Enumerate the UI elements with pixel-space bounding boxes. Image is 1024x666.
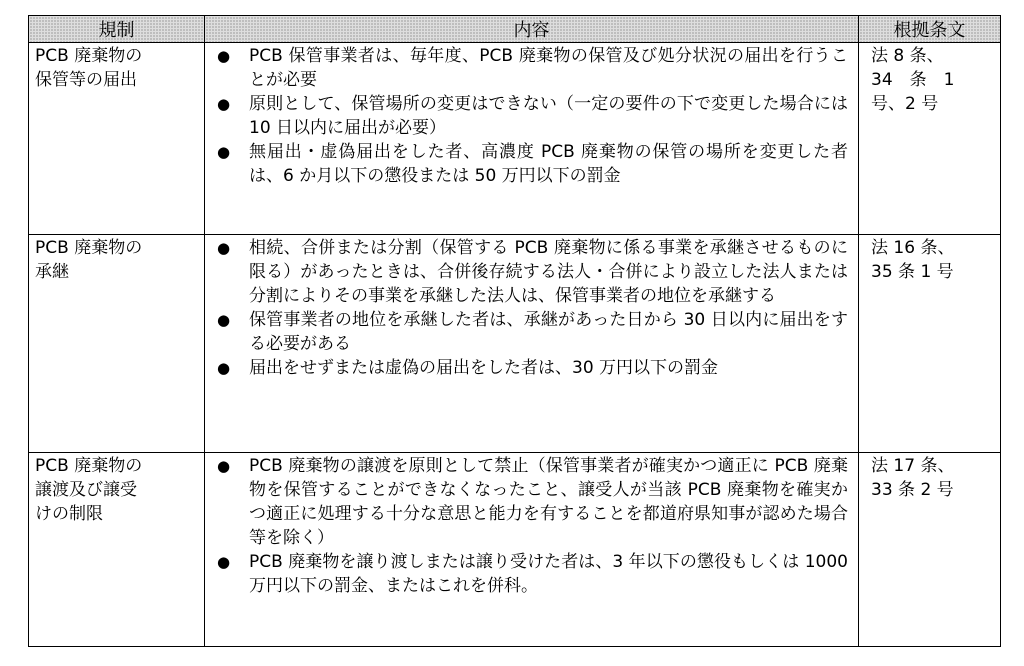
bullet-icon: ●	[217, 457, 231, 475]
rule-cell	[29, 43, 205, 235]
bullet-list	[205, 454, 848, 598]
bullet-text: 相続、合併または分割（保管する PCB 廃棄物に係る事業を承継させるものに限る）があったときは、合併後存続する法人・合併により設立した法人または分割によりその事業を承継した法人は、保管事業者の地位を承継する	[249, 238, 848, 306]
rule-label: PCB 廃棄物の 保管等の届出	[35, 46, 143, 90]
bullet-text: 原則として、保管場所の変更はできない（一定の要件の下で変更した場合には 10 日以内に届出が必要）	[249, 94, 848, 138]
bullet-list	[205, 236, 848, 380]
header-basis: 根拠条文	[859, 16, 1001, 43]
rule-label: PCB 廃棄物の 譲渡及び譲受 けの制限	[35, 456, 143, 524]
content-cell	[205, 453, 859, 647]
bullet-list	[205, 44, 848, 188]
table-row	[29, 235, 1001, 453]
list-item	[205, 356, 848, 380]
header-row	[29, 16, 1001, 43]
basis-cell	[859, 235, 1001, 453]
regulation-table-wrapper	[28, 15, 1000, 647]
bullet-icon: ●	[217, 239, 231, 257]
list-item	[205, 454, 848, 550]
regulation-table	[28, 15, 1001, 647]
rule-label: PCB 廃棄物の 承継	[35, 238, 143, 282]
content-cell	[205, 43, 859, 235]
rule-cell	[29, 235, 205, 453]
list-item	[205, 44, 848, 92]
bullet-text: 届出をせずまたは虚偽の届出をした者は、30 万円以下の罰金	[249, 358, 719, 378]
basis-cell	[859, 43, 1001, 235]
table-row	[29, 453, 1001, 647]
bullet-text: PCB 廃棄物の譲渡を原則として禁止（保管事業者が確実かつ適正に PCB 廃棄物を保管することができなくなったこと、譲受人が当該 PCB 廃棄物を確実かつ適正に処理する十分な意思と能力を有することを都道府県知事が認めた場合等を除く）	[249, 456, 848, 548]
basis-text: 法 16 条、 35 条 1 号	[871, 238, 955, 282]
bullet-icon: ●	[217, 143, 231, 161]
basis-text: 法 8 条、 34 条 1 号、2 号	[871, 46, 955, 114]
bullet-icon: ●	[217, 95, 231, 113]
content-cell	[205, 235, 859, 453]
bullet-icon: ●	[217, 553, 231, 571]
table-row	[29, 43, 1001, 235]
bullet-text: PCB 保管事業者は、毎年度、PCB 廃棄物の保管及び処分状況の届出を行うことが必要	[249, 46, 848, 90]
basis-cell	[859, 453, 1001, 647]
list-item	[205, 140, 848, 188]
list-item	[205, 236, 848, 308]
rule-cell	[29, 453, 205, 647]
list-item	[205, 92, 848, 140]
list-item	[205, 308, 848, 356]
list-item	[205, 550, 848, 598]
bullet-icon: ●	[217, 359, 231, 377]
bullet-icon: ●	[217, 311, 231, 329]
basis-text: 法 17 条、 33 条 2 号	[871, 456, 955, 500]
bullet-icon: ●	[217, 47, 231, 65]
bullet-text: 保管事業者の地位を承継した者は、承継があった日から 30 日以内に届出をする必要がある	[249, 310, 848, 354]
bullet-text: 無届出・虚偽届出をした者、高濃度 PCB 廃棄物の保管の場所を変更した者は、6 か月以下の懲役または 50 万円以下の罰金	[249, 142, 848, 186]
header-content: 内容	[205, 16, 859, 43]
header-rule: 規制	[29, 16, 205, 43]
bullet-text: PCB 廃棄物を譲り渡しまたは譲り受けた者は、3 年以下の懲役もしくは 1000 万円以下の罰金、またはこれを併科。	[249, 552, 848, 596]
